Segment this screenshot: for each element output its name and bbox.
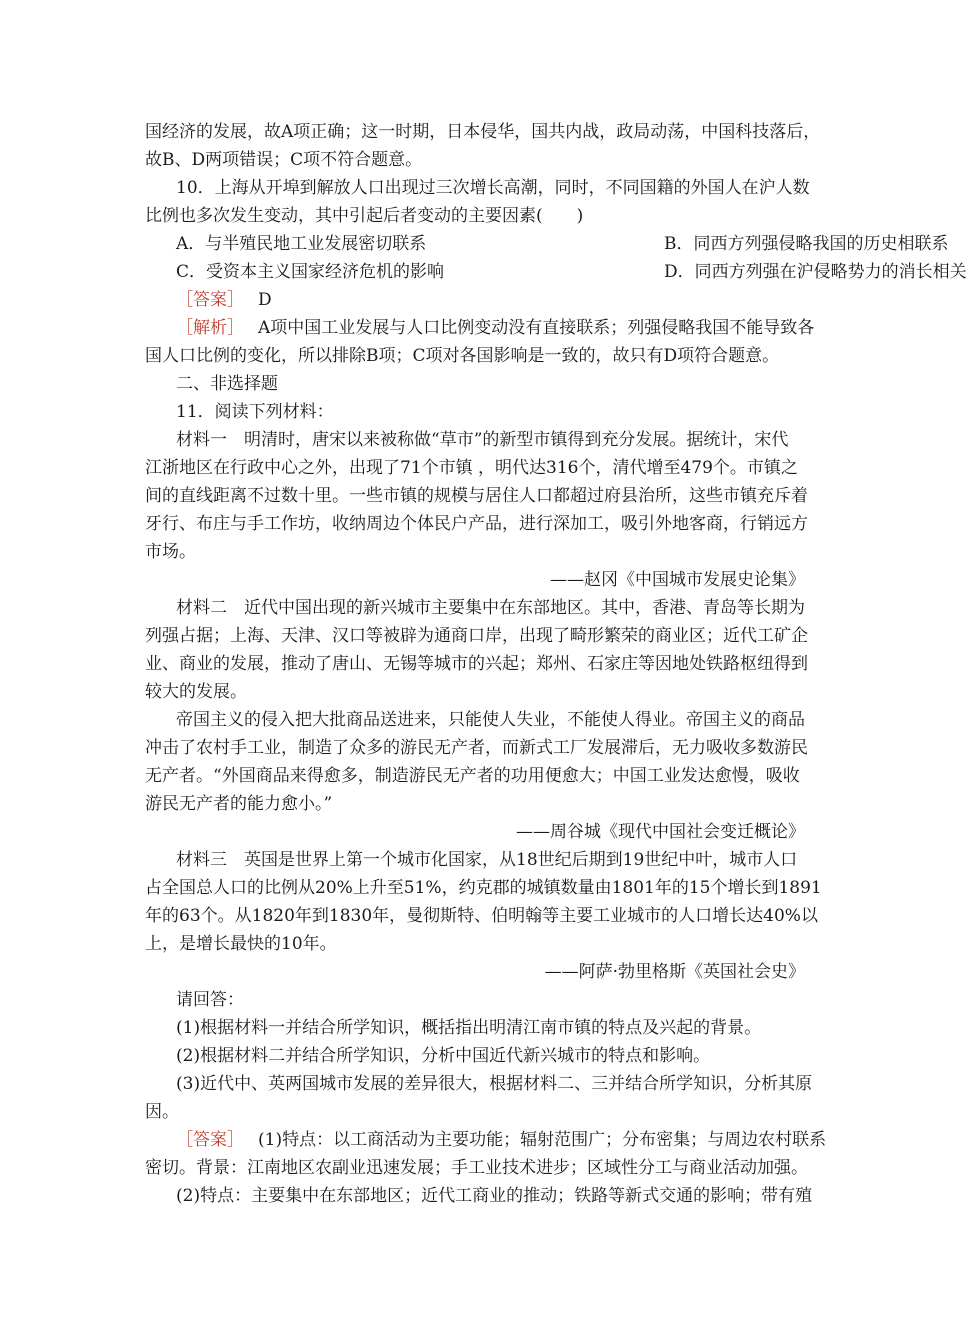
answer-11 <box>176 1126 827 1154</box>
material-1-line: 市场。 <box>145 542 196 562</box>
analysis-10 <box>176 314 815 342</box>
text-line: 故B、D两项错误；C项不符合题意。 <box>145 150 423 170</box>
option-d: D．同西方列强在沪侵略势力的消长相关 <box>664 262 967 282</box>
answer-tag: ［答案］ <box>176 1130 244 1150</box>
material-1-line: 牙行、布庄与手工作坊，收纳周边个体民户产品，进行深加工，吸引外地客商，行销远方 <box>145 514 808 534</box>
section-heading: 二、非选择题 <box>176 374 278 394</box>
material-2-source: ——周谷城《现代中国社会变迁概论》 <box>516 822 805 842</box>
answer-11-cont: 密切。背景：江南地区农副业迅速发展；手工业技术进步；区域性分工与商业活动加强。 <box>145 1158 808 1178</box>
sub-question-3-cont: 因。 <box>145 1102 179 1122</box>
option-c: C．受资本主义国家经济危机的影响 <box>176 262 445 282</box>
question-10-stem-cont: 比例也多次发生变动，其中引起后者变动的主要因素( ) <box>145 206 584 226</box>
sub-question-1: (1)根据材料一并结合所学知识，概括指出明清江南市镇的特点及兴起的背景。 <box>176 1018 762 1038</box>
material-2-line: 业、商业的发展，推动了唐山、无锡等城市的兴起；郑州、石家庄等因地处铁路枢纽得到 <box>145 654 808 674</box>
question-10-stem: 10．上海从开埠到解放人口出现过三次增长高潮，同时，不同国籍的外国人在沪人数 <box>176 178 810 198</box>
material-1-line: 材料一 明清时，唐宋以来被称做“草市”的新型市镇得到充分发展。据统计，宋代 <box>176 430 789 450</box>
answer-tag: ［答案］ <box>176 290 244 310</box>
material-3-line: 上，是增长最快的10年。 <box>145 934 337 954</box>
answer-value: D <box>258 290 272 310</box>
material-2-line: 列强占据；上海、天津、汉口等被辟为通商口岸，出现了畸形繁荣的商业区；近代工矿企 <box>145 626 808 646</box>
material-2-line: 材料二 近代中国出现的新兴城市主要集中在东部地区。其中，香港、青岛等长期为 <box>176 598 805 618</box>
material-3-line: 占全国总人口的比例从20%上升至51%，约克郡的城镇数量由1801年的15个增长到1891 <box>145 878 822 898</box>
material-3-line: 材料三 英国是世界上第一个城市化国家，从18世纪后期到19世纪中叶，城市人口 <box>176 850 798 870</box>
material-2-line: 帝国主义的侵入把大批商品送进来，只能使人失业，不能使人得业。帝国主义的商品 <box>176 710 805 730</box>
material-1-line: 江浙地区在行政中心之外，出现了71个市镇 ，明代达316个，清代增至479个。市镇之 <box>145 458 798 478</box>
option-b: B．同西方列强侵略我国的历史相联系 <box>664 234 949 254</box>
analysis-text: A项中国工业发展与人口比例变动没有直接联系；列强侵略我国不能导致各 <box>258 318 815 338</box>
question-11-stem: 11．阅读下列材料： <box>176 402 334 422</box>
material-2-line: 游民无产者的能力愈小。” <box>145 794 333 814</box>
answer-11-part-2: (2)特点：主要集中在东部地区；近代工商业的推动；铁路等新式交通的影响；带有殖 <box>176 1186 813 1206</box>
material-1-line: 间的直线距离不过数十里。一些市镇的规模与居住人口都超过府县治所，这些市镇充斥着 <box>145 486 808 506</box>
material-2-line: 较大的发展。 <box>145 682 247 702</box>
prompt: 请回答： <box>176 990 244 1010</box>
analysis-10-cont: 国人口比例的变化，所以排除B项；C项对各国影响是一致的，故只有D项符合题意。 <box>145 346 780 366</box>
material-2-line: 无产者。“外国商品来得愈多，制造游民无产者的功用便愈大；中国工业发达愈慢，吸收 <box>145 766 800 786</box>
analysis-tag: ［解析］ <box>176 318 244 338</box>
option-a: A．与半殖民地工业发展密切联系 <box>176 234 427 254</box>
sub-question-2: (2)根据材料二并结合所学知识，分析中国近代新兴城市的特点和影响。 <box>176 1046 711 1066</box>
material-1-source: ——赵冈《中国城市发展史论集》 <box>550 570 805 590</box>
text-line: 国经济的发展，故A项正确；这一时期，日本侵华，国共内战，政局动荡，中国科技落后， <box>145 122 821 142</box>
answer-10 <box>176 286 811 314</box>
option-row <box>176 230 949 258</box>
answer-text: (1)特点：以工商活动为主要功能；辐射范围广；分布密集；与周边农村联系 <box>258 1130 827 1150</box>
material-3-line: 年的63个。从1820年到1830年，曼彻斯特、伯明翰等主要工业城市的人口增长达40%以 <box>145 906 818 926</box>
material-3-source: ——阿萨·勃里格斯《英国社会史》 <box>544 962 805 982</box>
material-2-line: 冲击了农村手工业，制造了众多的游民无产者，而新式工厂发展滞后，无力吸收多数游民 <box>145 738 808 758</box>
option-row <box>176 258 967 286</box>
sub-question-3: (3)近代中、英两国城市发展的差异很大，根据材料二、三并结合所学知识，分析其原 <box>176 1074 813 1094</box>
